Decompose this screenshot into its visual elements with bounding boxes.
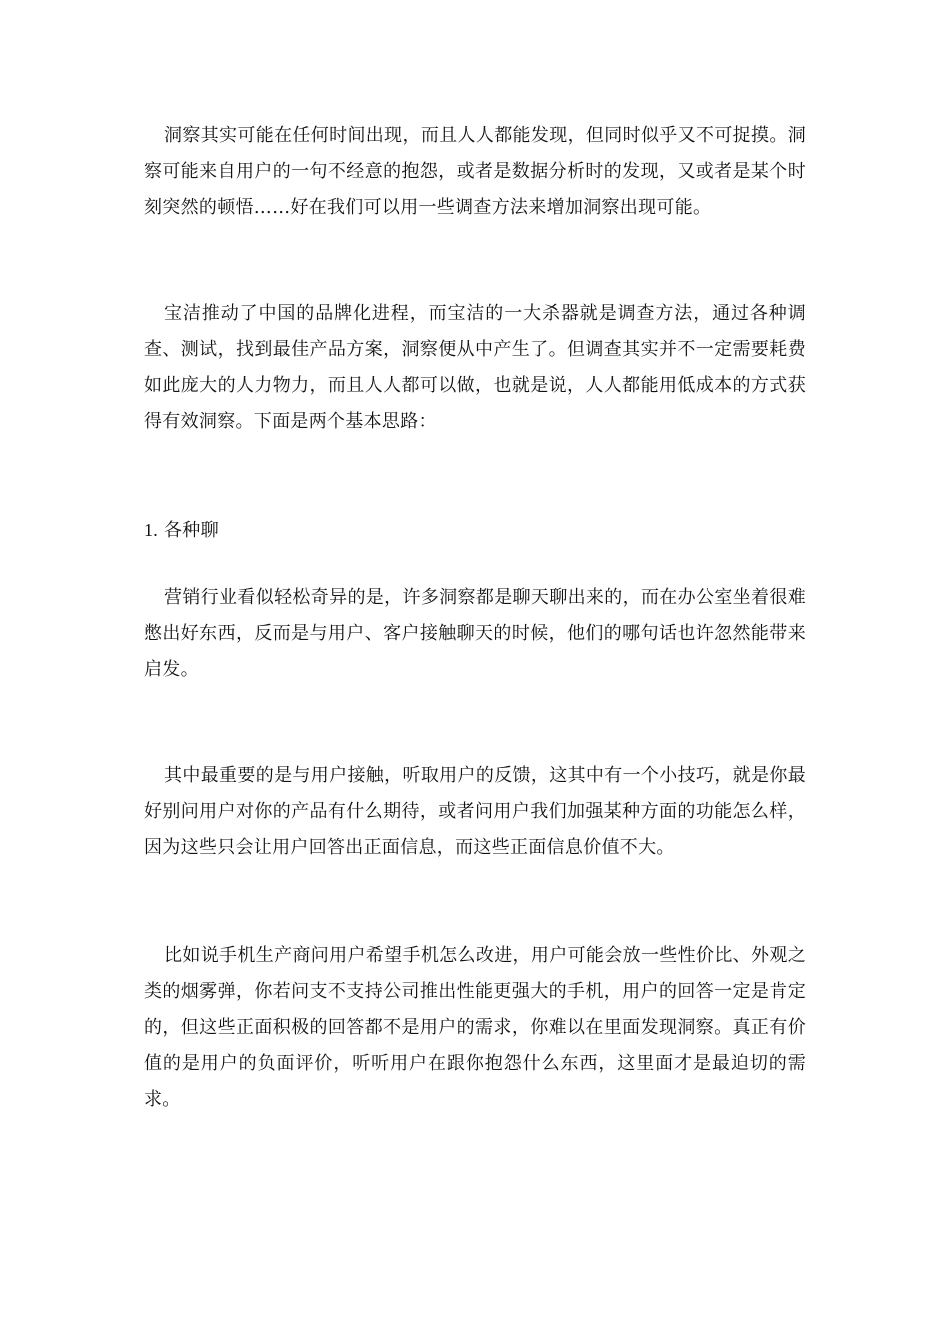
paragraph-insight-intro: 洞察其实可能在任何时间出现，而且人人都能发现，但同时似乎又不可捉摸。洞察可能来自用户的一句不经意的抱怨，或者是数据分析时的发现，又或者是某个时刻突然的顿悟……好在我们可以用一些调查方法来增加洞察出现可能。	[144, 125, 806, 218]
paragraph-phone-example: 比如说手机生产商问用户希望手机怎么改进，用户可能会放一些性价比、外观之类的烟雾弹，你若问支不支持公司推出性能更强大的手机，用户的回答一定是肯定的，但这些正面积极的回答都不是用户的需求，你难以在里面发现洞察。真正有价值的是用户的负面评价，听听用户在跟你抱怨什么东西，这里面才是最迫切的需求。	[144, 945, 806, 1110]
section-number: 1.	[144, 520, 159, 540]
paragraph-user-feedback: 其中最重要的是与用户接触，听取用户的反馈，这其中有一个小技巧，就是你最好别问用户对你的产品有什么期待，或者问用户我们加强某种方面的功能怎么样，因为这些只会让用户回答出正面信息，而这些正面信息价值不大。	[144, 765, 806, 858]
paragraph-pg-research: 宝洁推动了中国的品牌化进程，而宝洁的一大杀器就是调查方法，通过各种调查、测试，找到最佳产品方案，洞察便从中产生了。但调查其实并不一定需要耗费如此庞大的人力物力，而且人人都可以做，也就是说，人人都能用低成本的方式获得有效洞察。下面是两个基本思路：	[144, 303, 806, 432]
paragraph-chatting: 营销行业看似轻松奇异的是，许多洞察都是聊天聊出来的，而在办公室坐着很难憋出好东西，反而是与用户、客户接触聊天的时候，他们的哪句话也许忽然能带来启发。	[144, 587, 806, 680]
section-title: 各种聊	[164, 520, 219, 541]
section-heading	[144, 512, 219, 549]
